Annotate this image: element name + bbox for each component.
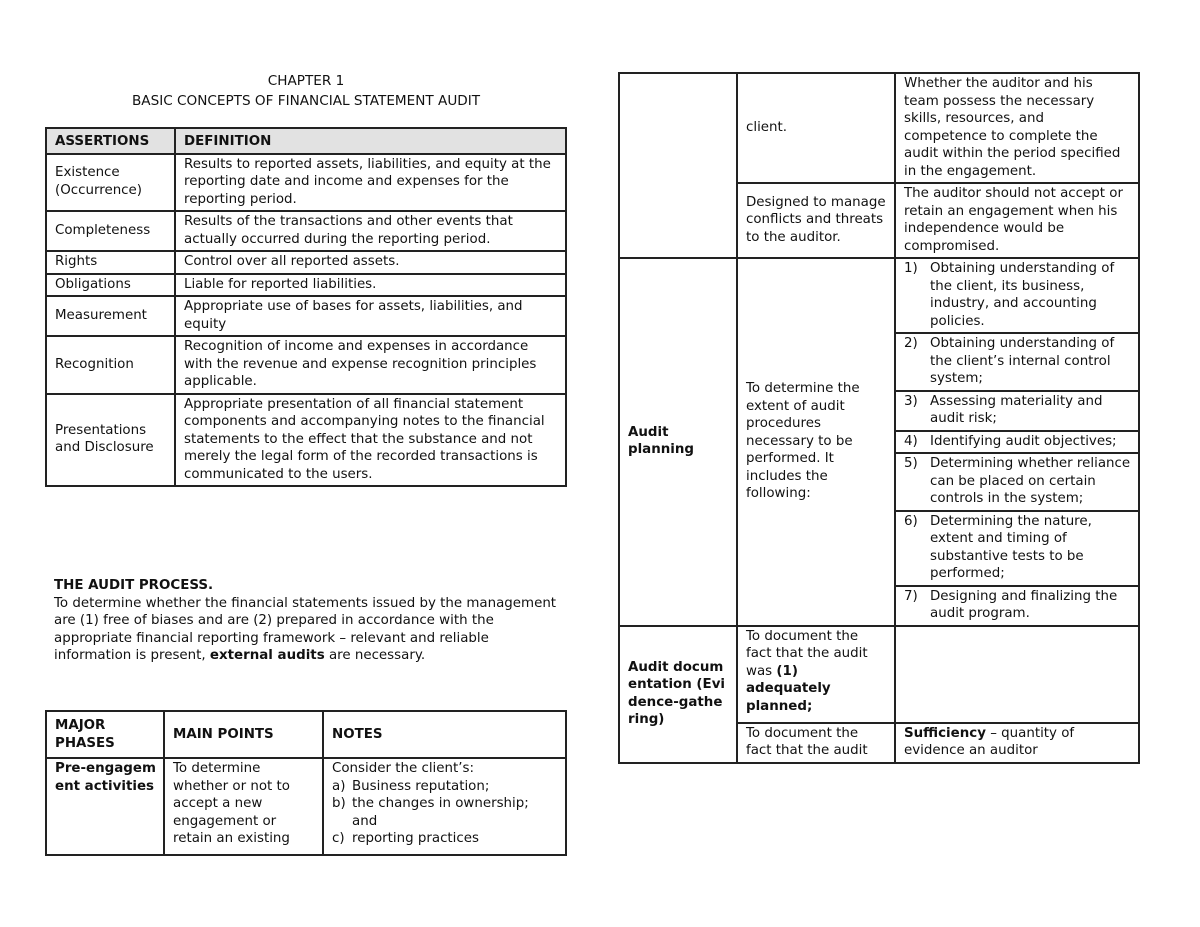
main-point: client. (737, 73, 895, 183)
assertion-name: Rights (46, 251, 175, 274)
audit-process-text-end: are necessary. (328, 648, 426, 663)
table-row (46, 211, 566, 251)
list-marker: a) (332, 778, 346, 794)
table-row (46, 336, 566, 394)
list-marker: 7) (904, 588, 918, 604)
audit-phases-table (45, 710, 567, 856)
note (895, 723, 1139, 763)
note: Whether the auditor and his team possess the necessary skills, resources, and competence to complete the audit within the period specified in the engagement. (895, 73, 1139, 183)
notes-list (332, 778, 558, 848)
table-row (619, 626, 1139, 723)
phase-name: Pre-engagement activities (46, 758, 164, 855)
table-row (46, 758, 566, 855)
assertion-definition: Liable for reported liabilities. (175, 274, 566, 297)
table-row (46, 251, 566, 274)
list-item-text: the changes in ownership; and (352, 796, 529, 829)
assertion-definition: Results to reported assets, liabilities, and equity at the reporting date and income and expenses for the reporting period. (175, 154, 566, 212)
list-marker: 3) (904, 393, 918, 409)
list-item-text: Determining the nature, extent and timing of substantive tests to be performed; (930, 513, 1092, 581)
phase-name: Audit planning (619, 258, 737, 626)
audit-process-heading: THE AUDIT PROCESS. (54, 578, 214, 593)
chapter-number: CHAPTER 1 (267, 73, 345, 89)
main-point: To document the fact that the audit (737, 723, 895, 763)
list-marker: 4) (904, 433, 918, 449)
notes-column-header: NOTES (323, 711, 566, 758)
list-item-text: Determining whether reliance can be placed on certain controls in the system; (930, 456, 1131, 506)
list-item-text: Obtaining understanding of the client, its business, industry, and accounting policies. (930, 261, 1115, 329)
list-item (332, 830, 558, 848)
phases-header-row (46, 711, 566, 758)
definition-column-header: DEFINITION (175, 128, 566, 154)
list-item (332, 778, 558, 796)
list-marker: 2) (904, 336, 918, 351)
note-empty (895, 626, 1139, 723)
planning-step (895, 431, 1139, 454)
assertion-name: Obligations (46, 274, 175, 297)
assertions-table (45, 127, 567, 487)
chapter-header (46, 71, 566, 111)
assertion-definition: Appropriate presentation of all financial statement components and accompanying notes to the financial statements to the effect that the substance and not merely the legal form of the recorded transactions is communicated to the users. (175, 394, 566, 487)
list-item-text: Identifying audit objectives; (930, 433, 1117, 449)
list-item-text: reporting practices (352, 831, 479, 846)
sufficiency-term: Sufficiency (904, 725, 986, 741)
audit-process-section (54, 577, 559, 665)
assertion-name: Recognition (46, 336, 175, 394)
planning-step (895, 511, 1139, 586)
list-marker: b) (332, 796, 346, 811)
main-point-emphasis: (1) adequately planned; (746, 663, 831, 714)
table-row (46, 296, 566, 336)
note: The auditor should not accept or retain an engagement when his independence would be compromised. (895, 183, 1139, 258)
table-row (46, 274, 566, 297)
sufficiency-definition: – quantity of evidence an auditor (904, 725, 1075, 758)
audit-process-text (54, 595, 559, 665)
main-point (737, 626, 895, 723)
main-point: To determine whether or not to accept a new engagement or retain an existing (164, 758, 323, 855)
list-item-text: Assessing materiality and audit risk; (930, 393, 1103, 426)
assertion-definition: Appropriate use of bases for assets, liabilities, and equity (175, 296, 566, 336)
main-points-column-header: MAIN POINTS (164, 711, 323, 758)
assertion-name: Measurement (46, 296, 175, 336)
list-item-text: Business reputation; (352, 778, 490, 794)
assertion-name: Completeness (46, 211, 175, 251)
main-point-text: To document the fact that the audit was (746, 628, 868, 679)
planning-step (895, 586, 1139, 626)
phase-name-empty (619, 73, 737, 258)
assertion-definition: Recognition of income and expenses in accordance with the revenue and expense recognition principles applicable. (175, 336, 566, 394)
table-row (46, 154, 566, 212)
assertion-name: Existence (Occurrence) (46, 154, 175, 212)
assertion-definition: Results of the transactions and other events that actually occurred during the reporting period. (175, 211, 566, 251)
planning-step (895, 333, 1139, 391)
list-marker: c) (332, 831, 345, 846)
assertion-name: Presentations and Disclosure (46, 394, 175, 487)
main-point: Designed to manage conflicts and threats to the auditor. (737, 183, 895, 258)
phase-name: Audit documentation (Evidence-gathering) (619, 626, 737, 763)
notes-cell (323, 758, 566, 855)
planning-step (895, 391, 1139, 431)
chapter-title: BASIC CONCEPTS OF FINANCIAL STATEMENT AUDIT (131, 93, 481, 109)
assertion-definition: Control over all reported assets. (175, 251, 566, 274)
major-phases-column-header: MAJOR PHASES (46, 711, 164, 758)
assertions-header-row (46, 128, 566, 154)
table-row (619, 73, 1139, 183)
audit-process-text-start: To determine whether the financial statements issued by the management are (1) free of biases and are (2) prepared in accordance with the appropriate financial reporting framework – relevant and reliable information is present, (54, 595, 557, 663)
list-marker: 1) (904, 261, 918, 276)
external-audits-emphasis: external audits (209, 648, 325, 663)
list-marker: 5) (904, 456, 918, 471)
list-item (332, 795, 558, 830)
notes-intro: Consider the client’s: (332, 761, 474, 776)
main-point: To determine the extent of audit procedures necessary to be performed. It includes the following: (737, 258, 895, 626)
list-marker: 6) (904, 513, 918, 529)
planning-step (895, 453, 1139, 511)
list-item-text: Designing and finalizing the audit program. (930, 588, 1118, 621)
assertions-column-header: ASSERTIONS (46, 128, 175, 154)
table-row (619, 258, 1139, 333)
planning-step (895, 258, 1139, 333)
audit-phases-table-continued (618, 72, 1140, 764)
list-item-text: Obtaining understanding of the client’s internal control system; (930, 336, 1115, 386)
table-row (46, 394, 566, 487)
